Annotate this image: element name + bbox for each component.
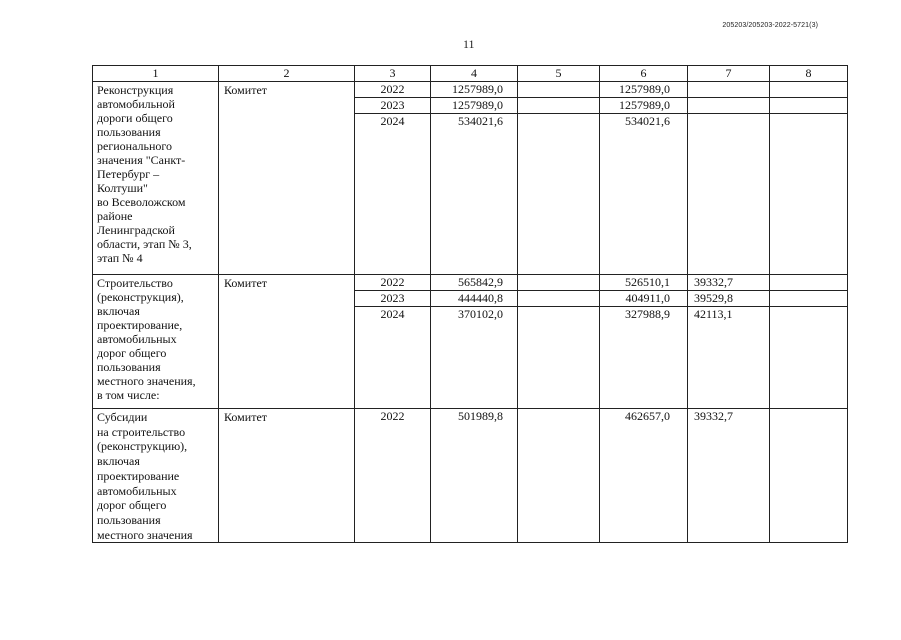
local-cell: 42113,1 <box>688 307 770 409</box>
total-cell: 534021,6 <box>431 114 518 275</box>
page-number: 11 <box>463 37 475 51</box>
regional-cell: 534021,6 <box>600 114 688 275</box>
activity-name-cell: Субсидии на строительство (реконструкцию), включая проектирование автомобильных дорог общего пользования местного значения <box>93 409 219 543</box>
total-cell: 565842,9 <box>431 275 518 291</box>
total-cell: 501989,8 <box>431 409 518 543</box>
column-header: 5 <box>518 66 600 82</box>
local-cell <box>688 82 770 98</box>
executor-cell: Комитет <box>219 409 355 543</box>
total-cell: 1257989,0 <box>431 98 518 114</box>
other-cell <box>770 114 848 275</box>
year-cell: 2024 <box>355 114 431 275</box>
local-cell: 39332,7 <box>688 409 770 543</box>
federal-cell <box>518 291 600 307</box>
regional-cell: 327988,9 <box>600 307 688 409</box>
regional-cell: 1257989,0 <box>600 82 688 98</box>
federal-cell <box>518 307 600 409</box>
other-cell <box>770 291 848 307</box>
other-cell <box>770 307 848 409</box>
federal-cell <box>518 114 600 275</box>
federal-cell <box>518 82 600 98</box>
program-table <box>92 65 848 543</box>
local-cell <box>688 98 770 114</box>
other-cell <box>770 82 848 98</box>
column-header: 4 <box>431 66 518 82</box>
activity-name-cell: Строительство (реконструкция), включая проектирование, автомобильных дорог общего пользования местного значения, в том числе: <box>93 275 219 409</box>
federal-cell <box>518 275 600 291</box>
local-cell: 39529,8 <box>688 291 770 307</box>
column-header: 7 <box>688 66 770 82</box>
year-cell: 2022 <box>355 275 431 291</box>
year-cell: 2024 <box>355 307 431 409</box>
executor-cell: Комитет <box>219 82 355 275</box>
column-header: 6 <box>600 66 688 82</box>
total-cell: 1257989,0 <box>431 82 518 98</box>
federal-cell <box>518 98 600 114</box>
column-header: 3 <box>355 66 431 82</box>
table-row <box>93 82 848 98</box>
other-cell <box>770 98 848 114</box>
year-cell: 2022 <box>355 82 431 98</box>
column-header: 1 <box>93 66 219 82</box>
other-cell <box>770 409 848 543</box>
total-cell: 370102,0 <box>431 307 518 409</box>
local-cell <box>688 114 770 275</box>
activity-name-cell: Реконструкция автомобильной дороги общего пользования регионального значения "Санкт- Петербург – Колтуши" во Всеволожском районе Ленинградской области, этап № 3, этап № 4 <box>93 82 219 275</box>
year-cell: 2023 <box>355 98 431 114</box>
regional-cell: 1257989,0 <box>600 98 688 114</box>
federal-cell <box>518 409 600 543</box>
local-cell: 39332,7 <box>688 275 770 291</box>
header-row <box>93 66 848 82</box>
table-row <box>93 275 848 291</box>
regional-cell: 462657,0 <box>600 409 688 543</box>
year-cell: 2022 <box>355 409 431 543</box>
regional-cell: 526510,1 <box>600 275 688 291</box>
year-cell: 2023 <box>355 291 431 307</box>
regional-cell: 404911,0 <box>600 291 688 307</box>
column-header: 8 <box>770 66 848 82</box>
column-header: 2 <box>219 66 355 82</box>
document-id: 205203/205203-2022-5721(3) <box>722 22 818 29</box>
total-cell: 444440,8 <box>431 291 518 307</box>
table-row <box>93 409 848 543</box>
other-cell <box>770 275 848 291</box>
executor-cell: Комитет <box>219 275 355 409</box>
